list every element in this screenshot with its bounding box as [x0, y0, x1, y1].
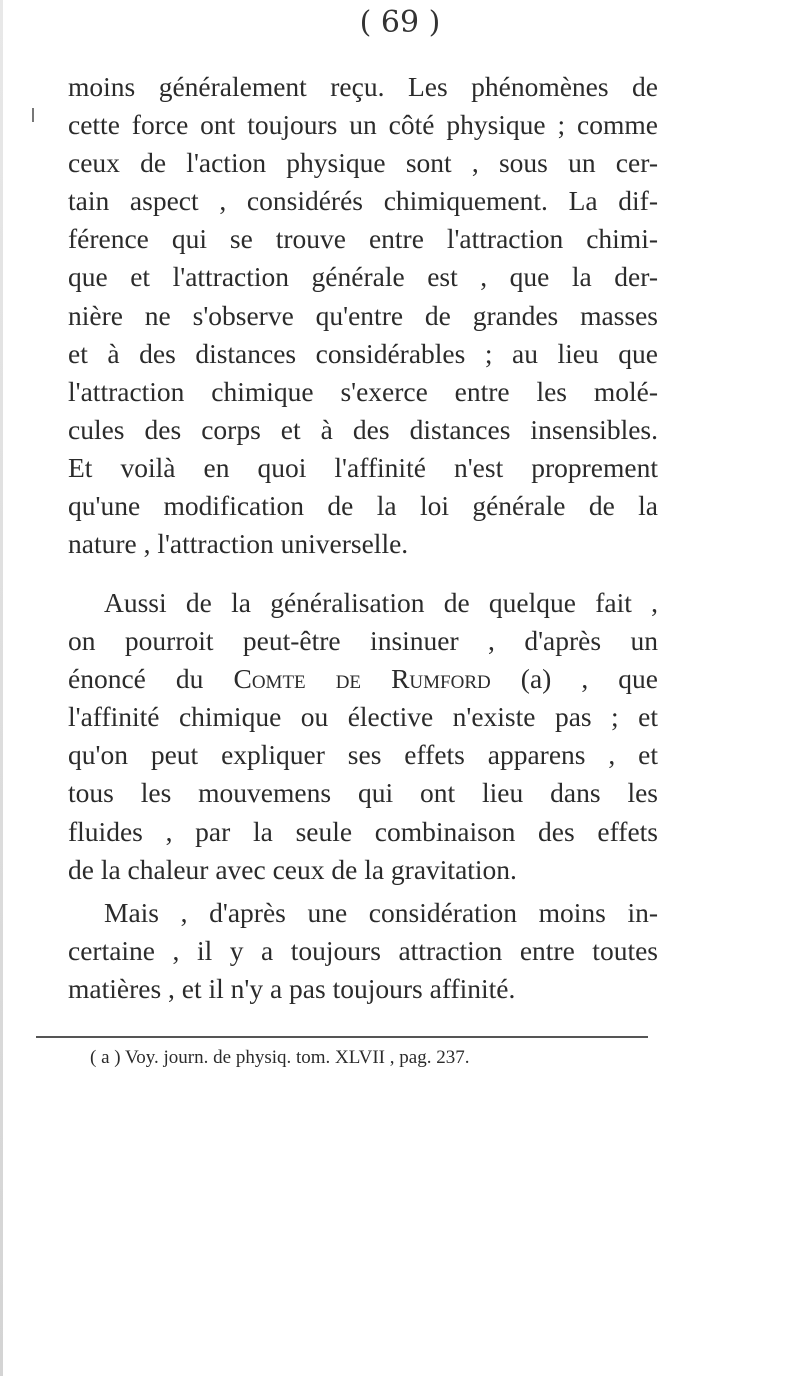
- text-line: tain aspect , considérés chimiquement. La dif-: [68, 185, 658, 217]
- text-line: fluides , par la seule combinaison des effets: [68, 815, 658, 847]
- footnote: ( a ) Voy. journ. de physiq. tom. XLVII , pag. 237.: [90, 1047, 470, 1068]
- text-line: l'affinité chimique ou élective n'existe pas ; et: [68, 701, 658, 733]
- text-line: certaine , il y a toujours attraction entre toutes: [68, 935, 658, 967]
- text-line: tous les mouvemens qui ont lieu dans les: [68, 777, 658, 809]
- text-line: Et voilà en quoi l'affinité n'est proprement: [68, 451, 658, 483]
- text-line: moins généralement reçu. Les phénomènes de: [68, 71, 658, 102]
- text-line: on pourroit peut-être insinuer , d'après un: [68, 625, 658, 657]
- text-line: Mais , d'après une considération moins in-: [104, 897, 658, 928]
- paragraph-3-body: [68, 894, 658, 1008]
- footnote-divider: [36, 1036, 648, 1038]
- text-line: cette force ont toujours un côté physique ; comme: [68, 109, 658, 141]
- text-line: l'attraction chimique s'exerce entre les molé-: [68, 375, 658, 407]
- author-name: Comte de Rumford: [233, 663, 491, 695]
- text-line: et à des distances considérables ; au lieu que: [68, 337, 658, 369]
- paragraph-1: [68, 68, 658, 563]
- text-line: férence qui se trouve entre l'attraction chimi-: [68, 223, 658, 255]
- text-line-with-name: [68, 660, 658, 698]
- paragraph-2: [68, 584, 658, 889]
- text-line: qu'une modification de la loi générale de la: [68, 490, 658, 522]
- text-line: de la chaleur avec ceux de la gravitation.: [68, 853, 517, 885]
- text-line: qu'on peut expliquer ses effets apparens , et: [68, 739, 658, 771]
- text-line: nature , l'attraction universelle.: [68, 528, 409, 560]
- text-line: matières , et il n'y a pas toujours affinité.: [68, 973, 516, 1005]
- line-prefix: énoncé du: [68, 663, 234, 695]
- margin-mark: [32, 108, 34, 122]
- text-line: que et l'attraction générale est , que la der-: [68, 261, 658, 293]
- text-line: ceux de l'action physique sont , sous un cer-: [68, 147, 658, 179]
- text-line: Aussi de la généralisation de quelque fait ,: [104, 587, 658, 618]
- page-number: ( 69 ): [359, 5, 441, 40]
- page-edge-shadow: [0, 0, 3, 1376]
- text-line: cules des corps et à des distances insensibles.: [68, 413, 658, 445]
- text-line: nière ne s'observe qu'entre de grandes masses: [68, 299, 658, 331]
- footnote-reference: (a) , que: [490, 663, 658, 695]
